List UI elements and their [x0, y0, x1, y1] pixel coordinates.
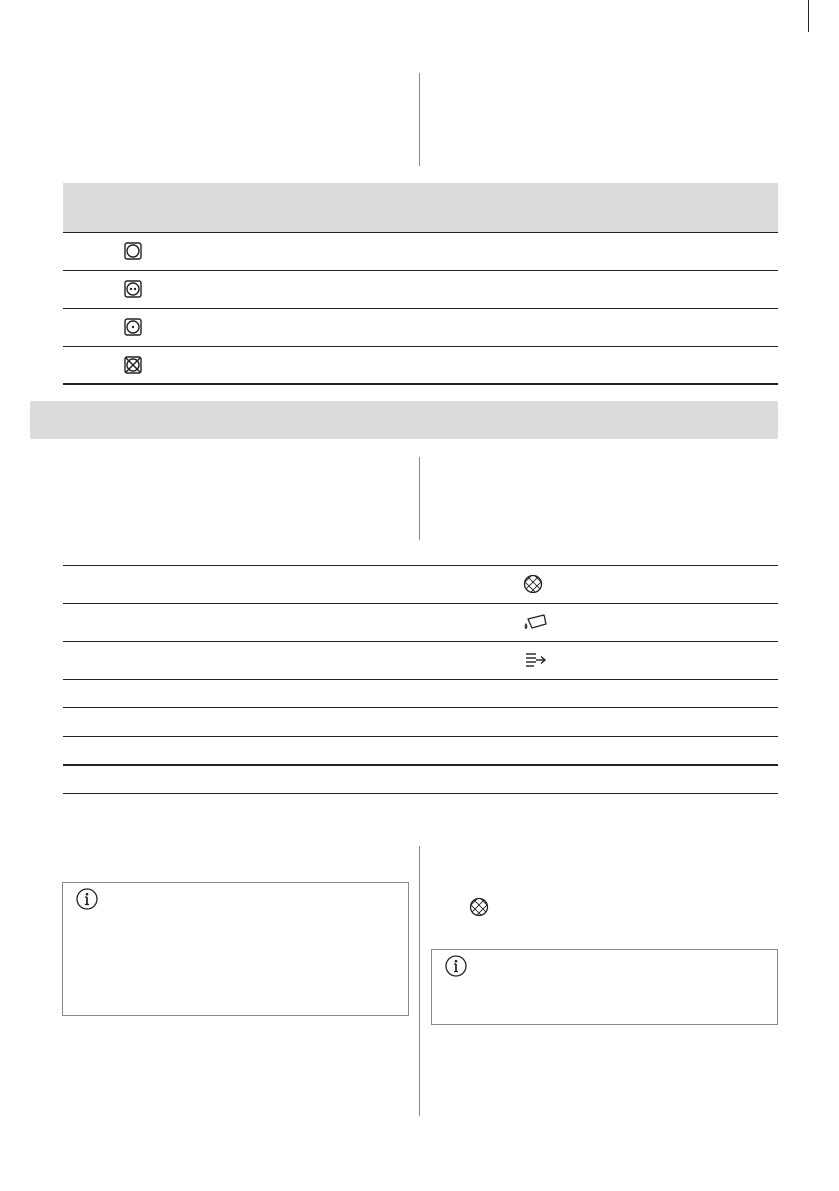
table-rule	[63, 736, 778, 737]
column-divider	[419, 846, 420, 1116]
water-tank-icon	[522, 612, 548, 632]
care-table-header	[63, 183, 778, 232]
tumble-dry-square-icon	[124, 242, 142, 260]
info-icon	[444, 954, 468, 978]
table-rule	[63, 679, 778, 680]
info-note-box	[62, 882, 409, 1016]
table-rule	[63, 270, 778, 271]
table-rule	[63, 641, 778, 642]
table-rule	[63, 565, 778, 566]
table-rule	[63, 707, 778, 708]
mesh-ball-icon	[523, 574, 543, 594]
text-arrow-icon	[524, 650, 548, 670]
mesh-ball-icon	[469, 897, 489, 917]
tumble-dry-low-temp-icon	[124, 318, 142, 336]
do-not-tumble-dry-icon	[124, 356, 142, 374]
crop-mark	[808, 0, 809, 32]
table-rule	[63, 232, 778, 233]
table-rule	[63, 383, 778, 385]
table-rule	[63, 793, 778, 794]
table-rule	[63, 603, 778, 604]
table-rule	[63, 346, 778, 347]
column-divider	[419, 457, 420, 540]
info-note-box	[431, 949, 778, 1025]
table-rule	[63, 308, 778, 309]
tumble-dry-normal-temp-icon	[124, 280, 142, 298]
table-rule	[63, 764, 778, 766]
section-heading-band	[30, 401, 778, 439]
column-divider	[419, 73, 420, 166]
info-icon	[75, 887, 99, 911]
